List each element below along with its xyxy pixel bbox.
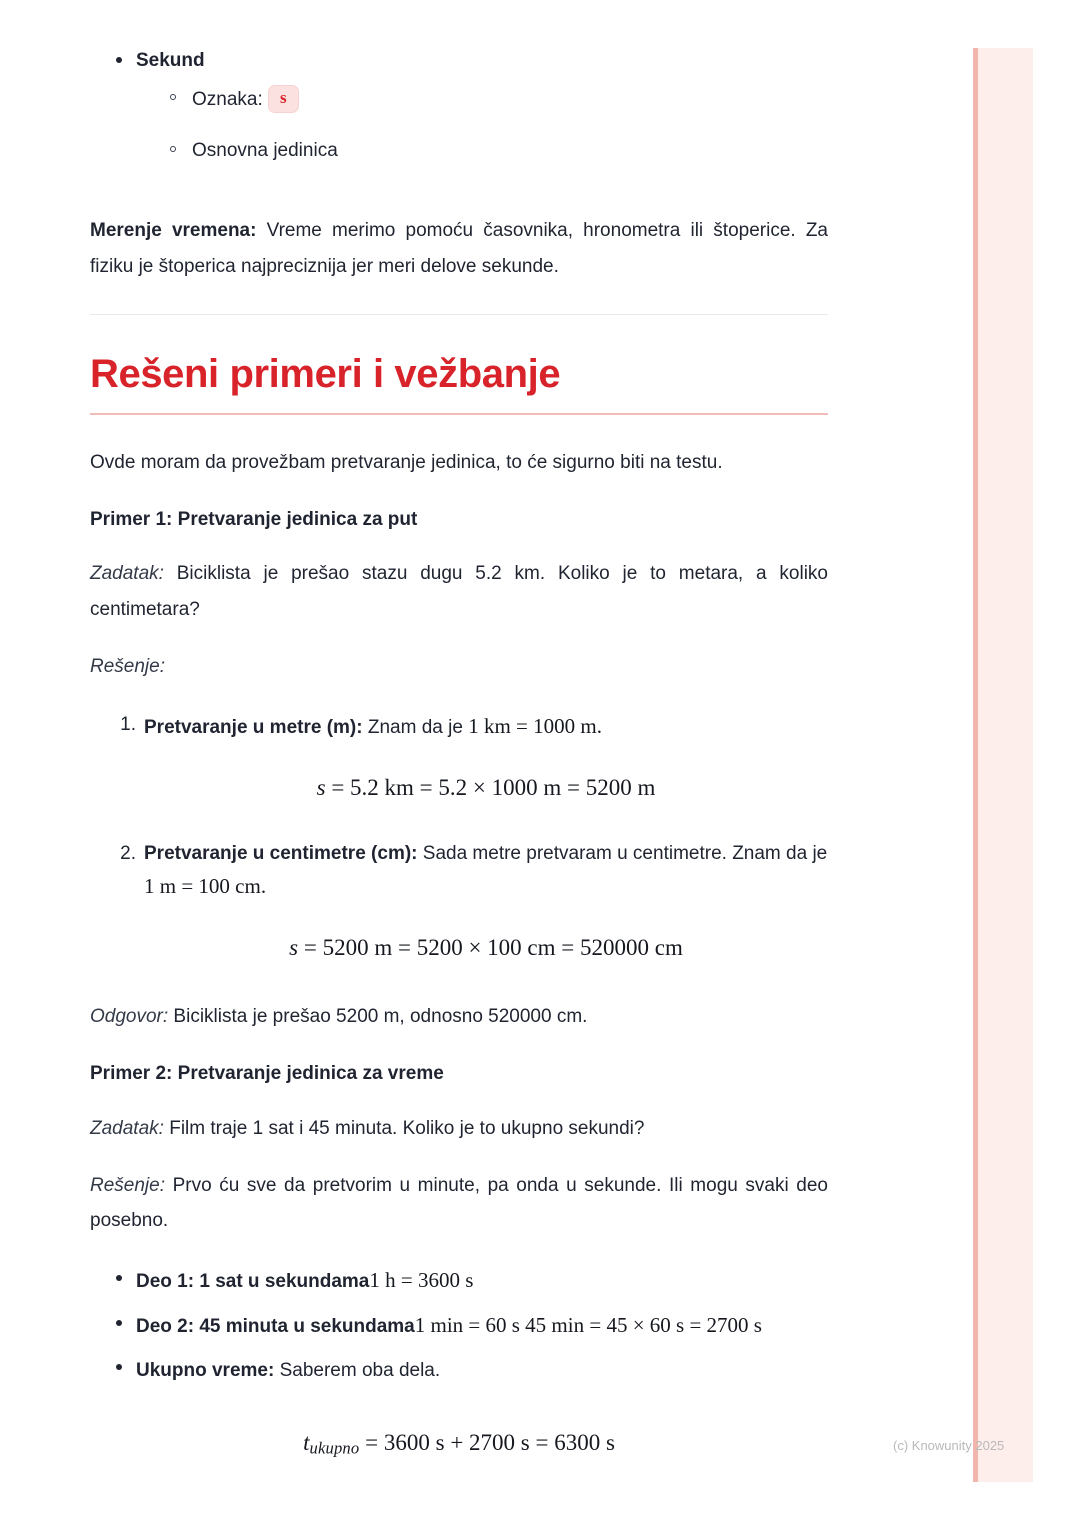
spacer: [90, 1034, 828, 1060]
example2-bullet3-plain: Saberem oba dela.: [274, 1360, 441, 1382]
measuring-label: Merenje vremena:: [90, 220, 257, 242]
spacer: [90, 480, 828, 506]
example2-heading: Primer 2: Pretvaranje jedinica za vreme: [90, 1063, 444, 1085]
example1-steps: [90, 710, 828, 963]
example1-step-1: [112, 710, 828, 839]
example1-step-2: [112, 839, 828, 963]
example1-heading: Primer 1: Pretvaranje jedinica za put: [90, 508, 418, 530]
spacer: [90, 963, 828, 999]
example2-bullet-1: [116, 1264, 828, 1297]
spacer: [90, 284, 828, 314]
math-variable: t: [303, 1429, 310, 1455]
example1-task-text: Biciklista je prešao stazu dugu 5.2 km. Koliko je to metara, a koliko centimetara?: [90, 563, 828, 620]
spacer: [90, 1398, 828, 1428]
spacer: [144, 903, 828, 933]
section-intro: Ovde moram da provežbam pretvaranje jedinica, to će sigurno biti na testu.: [90, 451, 723, 473]
example1-solution-label: [90, 649, 828, 684]
math-variable: s: [316, 775, 326, 801]
example1-step2-display-math: [144, 933, 828, 963]
section-heading: Rešeni primeri i vežbanje: [90, 351, 561, 396]
spacer: [90, 315, 828, 351]
measuring-paragraph: [90, 213, 828, 283]
example1-step1-inline-math: 1 km = 1000 m.: [468, 713, 602, 738]
example1-answer-text: Biciklista je prešao 5200 m, odnosno 520000 cm.: [168, 1006, 588, 1028]
example1-task: [90, 556, 828, 626]
example1-step2-inline-math: 1 m = 100 cm.: [144, 873, 267, 898]
example2-solution-text: Prvo ću sve da pretvorim u minute, pa onda u sekunde. Ili mogu svaki deo posebno.: [90, 1174, 828, 1232]
unit-note-row: Osnovna jedinica: [170, 137, 828, 166]
spacer: [90, 684, 828, 710]
example2-bullet3-label: Ukupno vreme:: [136, 1360, 275, 1382]
unit-symbol-label: Oznaka:: [192, 89, 263, 111]
example2-bullet-2: [116, 1309, 828, 1342]
example1-step2-label: Pretvaranje u centimetre (cm):: [144, 843, 418, 865]
example2-solution-label: Rešenje:: [90, 1174, 165, 1196]
page-side-panel: [978, 48, 1033, 1482]
math-expression: = 3600 s + 2700 s = 6300 s: [359, 1429, 615, 1455]
example1-answer-label: Odgovor:: [90, 1006, 169, 1028]
example2-bullet1-math: 1 h = 3600 s: [369, 1268, 474, 1293]
example2-bullets: [90, 1264, 828, 1386]
spacer: [144, 803, 828, 839]
example1-step2-text: Sada metre pretvaram u centimetre. Znam da je: [417, 843, 828, 865]
measuring-text: Vreme merimo pomoću časovnika, hronometra ili štoperice. Za fiziku je štoperica najpreciznija jer meri delove sekunde.: [90, 220, 828, 277]
math-variable: s: [289, 935, 299, 961]
unit-title: Sekund: [136, 50, 205, 71]
example1-step1-label: Pretvaranje u metre (m):: [144, 716, 363, 738]
example1-step1-text: Znam da je: [362, 716, 469, 738]
spacer: [90, 627, 828, 649]
math-subscript: ukupno: [309, 1438, 360, 1458]
example2-task-label: Zadatak:: [90, 1117, 164, 1139]
example2-task-text: Film traje 1 sat i 45 minuta. Koliko je to ukupno sekundi?: [163, 1117, 645, 1139]
unit-symbol-row: [170, 85, 828, 115]
example2-task: [90, 1111, 828, 1146]
unit-symbol-badge: s: [268, 85, 299, 113]
spacer: [90, 177, 828, 213]
example1-task-label: Zadatak:: [90, 563, 164, 585]
spacer: [90, 534, 828, 556]
spacer: [90, 1238, 828, 1264]
example2-bullet1-label: Deo 1: 1 sat u sekundama: [136, 1271, 370, 1293]
spacer: [90, 1089, 828, 1111]
example2-total-math: [90, 1428, 828, 1459]
example1-solution-label-text: Rešenje:: [90, 655, 165, 677]
spacer: [90, 415, 828, 445]
unit-list: [90, 46, 828, 165]
example1-answer: [90, 999, 828, 1034]
example2-bullet2-label: Deo 2: 45 minuta u sekundama: [136, 1315, 415, 1337]
unit-detail-list: [136, 85, 828, 165]
example2-bullet-3: [116, 1353, 828, 1386]
document-content: [90, 46, 828, 1459]
spacer: [144, 743, 828, 773]
example1-step1-display-math: [144, 773, 828, 803]
example2-bullet2-math: 1 min = 60 s 45 min = 45 × 60 s = 2700 s: [414, 1312, 762, 1337]
example2-solution: [90, 1168, 828, 1238]
math-expression: = 5.2 km = 5.2 × 1000 m = 5200 m: [325, 775, 656, 801]
math-expression: = 5200 m = 5200 × 100 cm = 520000 cm: [298, 935, 683, 961]
spacer: [90, 1146, 828, 1168]
unit-list-item-sekund: [116, 46, 828, 165]
watermark: (c) Knowunity 2025: [893, 1438, 1005, 1453]
